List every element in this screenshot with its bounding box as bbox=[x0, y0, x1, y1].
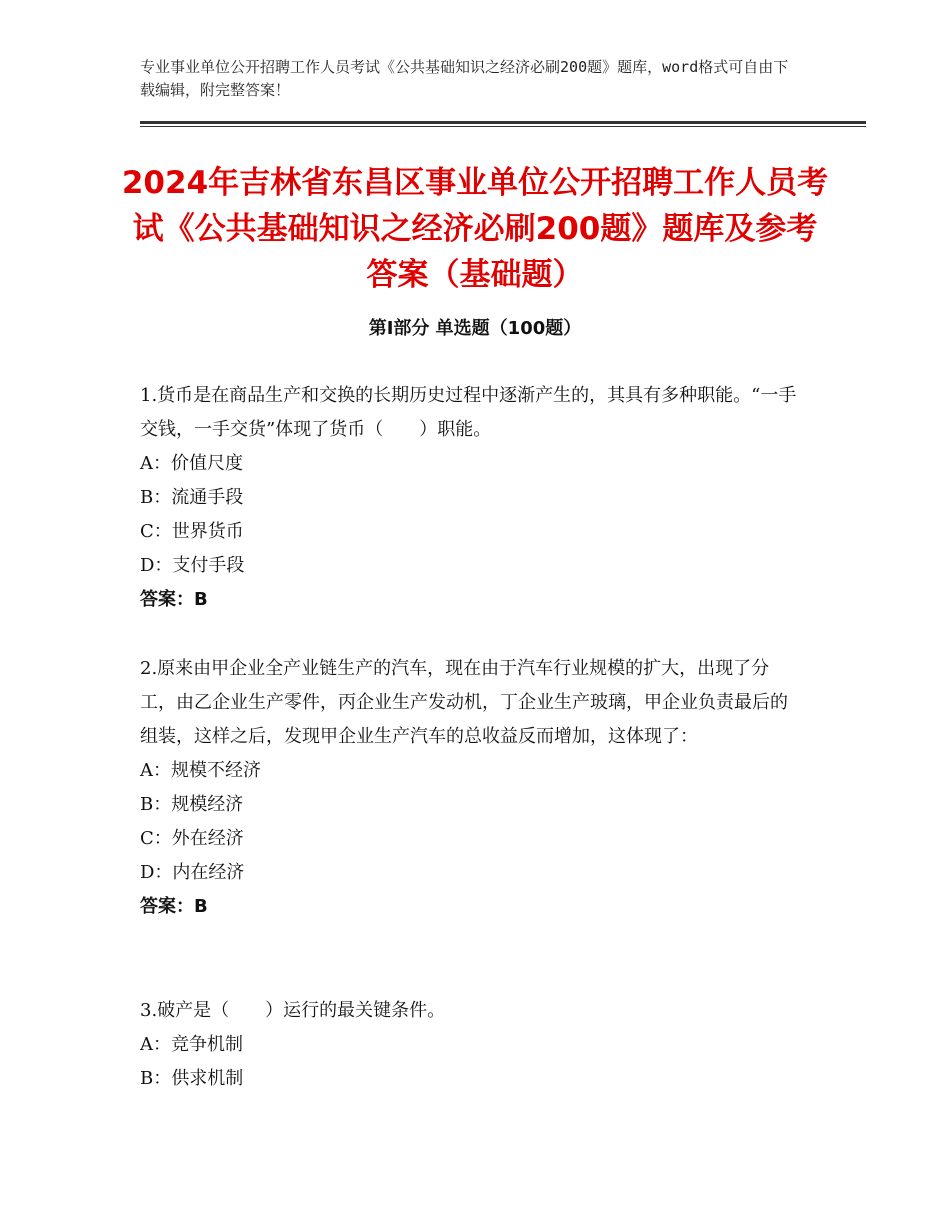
question-2 bbox=[140, 652, 800, 924]
question-stem: 3.破产是（ ）运行的最关键条件。 bbox=[140, 1000, 446, 1021]
option-c: C：世界货币 bbox=[140, 521, 244, 542]
question-3 bbox=[140, 994, 800, 1096]
header-divider-thick bbox=[140, 121, 866, 124]
answer: 答案：B bbox=[140, 589, 208, 610]
question-1 bbox=[140, 379, 800, 617]
answer: 答案：B bbox=[140, 896, 208, 917]
option-b: B：规模经济 bbox=[140, 794, 244, 815]
section-heading: 第Ⅰ部分 单选题（100题） bbox=[368, 318, 582, 339]
header-divider-thin bbox=[140, 126, 866, 127]
document-title: 2024年吉林省东昌区事业单位公开招聘工作人员考试《公共基础知识之经济必刷200题》题库及参考答案（基础题） bbox=[121, 165, 829, 293]
option-d: D：支付手段 bbox=[140, 555, 245, 576]
option-a: A：价值尺度 bbox=[140, 453, 243, 474]
option-c: C：外在经济 bbox=[140, 828, 244, 849]
option-b: B：供求机制 bbox=[140, 1068, 244, 1089]
option-b: B：流通手段 bbox=[140, 487, 244, 508]
question-stem: 1.货币是在商品生产和交换的长期历史过程中逐渐产生的，其具有多种职能。“一手交钱，一手交货”体现了货币（ ）职能。 bbox=[140, 385, 797, 440]
option-a: A：规模不经济 bbox=[140, 760, 261, 781]
option-a: A：竞争机制 bbox=[140, 1034, 243, 1055]
question-stem: 2.原来由甲企业全产业链生产的汽车，现在由于汽车行业规模的扩大，出现了分工，由乙企业生产零件，丙企业生产发动机，丁企业生产玻璃，甲企业负责最后的组装，这样之后，发现甲企业生产汽车的总收益反而增加，这体现了： bbox=[140, 658, 788, 747]
header-note: 专业事业单位公开招聘工作人员考试《公共基础知识之经济必刷200题》题库，word格式可自由下载编辑，附完整答案！ bbox=[140, 58, 789, 99]
option-d: D：内在经济 bbox=[140, 862, 245, 883]
